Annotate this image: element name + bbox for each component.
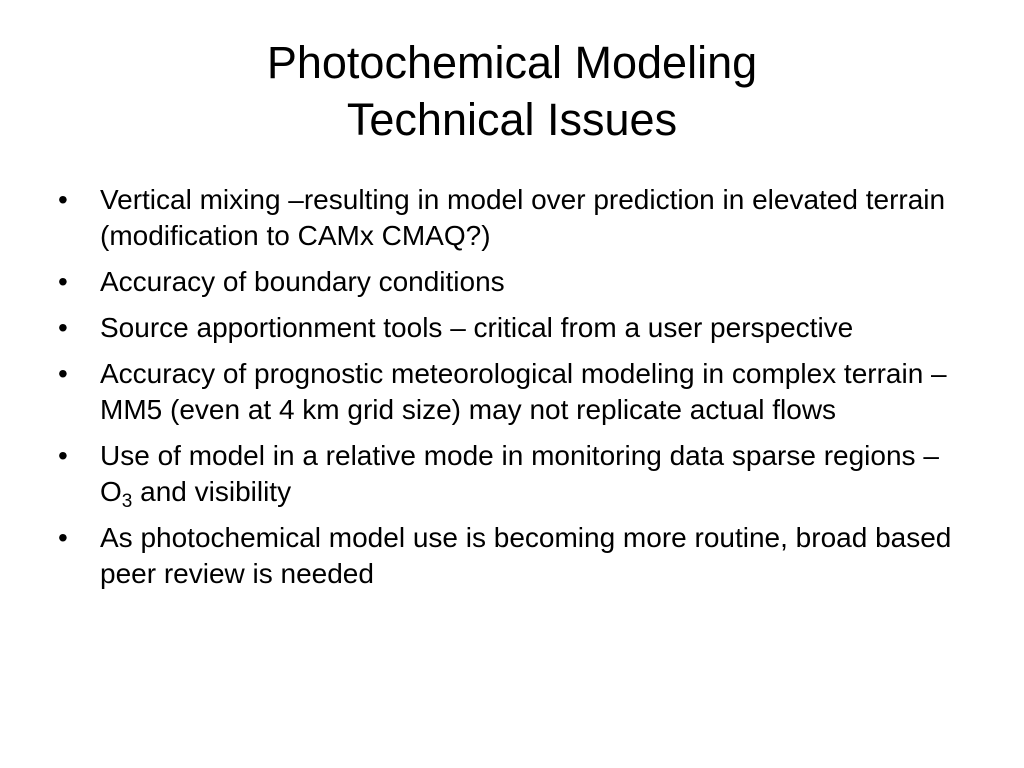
bullet-text: Accuracy of boundary conditions [100, 266, 505, 297]
bullet-text-after: and visibility [132, 476, 292, 507]
bullet-icon: • [58, 184, 68, 215]
bullet-list [58, 182, 958, 602]
bullet-icon: • [58, 358, 68, 389]
bullet-item-source-apportionment [58, 310, 958, 346]
title-line-2: Technical Issues [346, 94, 678, 145]
bullet-item-boundary-conditions [58, 264, 958, 300]
bullet-item-meteorological-modeling [58, 356, 958, 428]
bullet-text [100, 440, 939, 512]
ozone-subscript: 3 [121, 491, 133, 512]
slide-title [0, 34, 1024, 148]
bullet-icon: • [58, 522, 68, 553]
bullet-item-peer-review [58, 520, 958, 592]
bullet-text: Vertical mixing –resulting in model over prediction in elevated terrain (modification to CAMx CMAQ?) [100, 184, 946, 251]
bullet-item-relative-mode [58, 438, 958, 510]
bullet-text: Source apportionment tools – critical from a user perspective [100, 312, 854, 343]
bullet-icon: • [58, 266, 68, 297]
bullet-icon: • [58, 312, 68, 343]
bullet-text: Accuracy of prognostic meteorological modeling in complex terrain – MM5 (even at 4 km grid size) may not replicate actual flows [100, 358, 947, 425]
bullet-text-before: Use of model in a relative mode in monitoring data sparse regions – O [100, 440, 939, 507]
bullet-text: As photochemical model use is becoming more routine, broad based peer review is needed [100, 522, 952, 589]
title-line-1: Photochemical Modeling [266, 37, 758, 88]
bullet-item-vertical-mixing [58, 182, 958, 254]
bullet-icon: • [58, 440, 68, 471]
